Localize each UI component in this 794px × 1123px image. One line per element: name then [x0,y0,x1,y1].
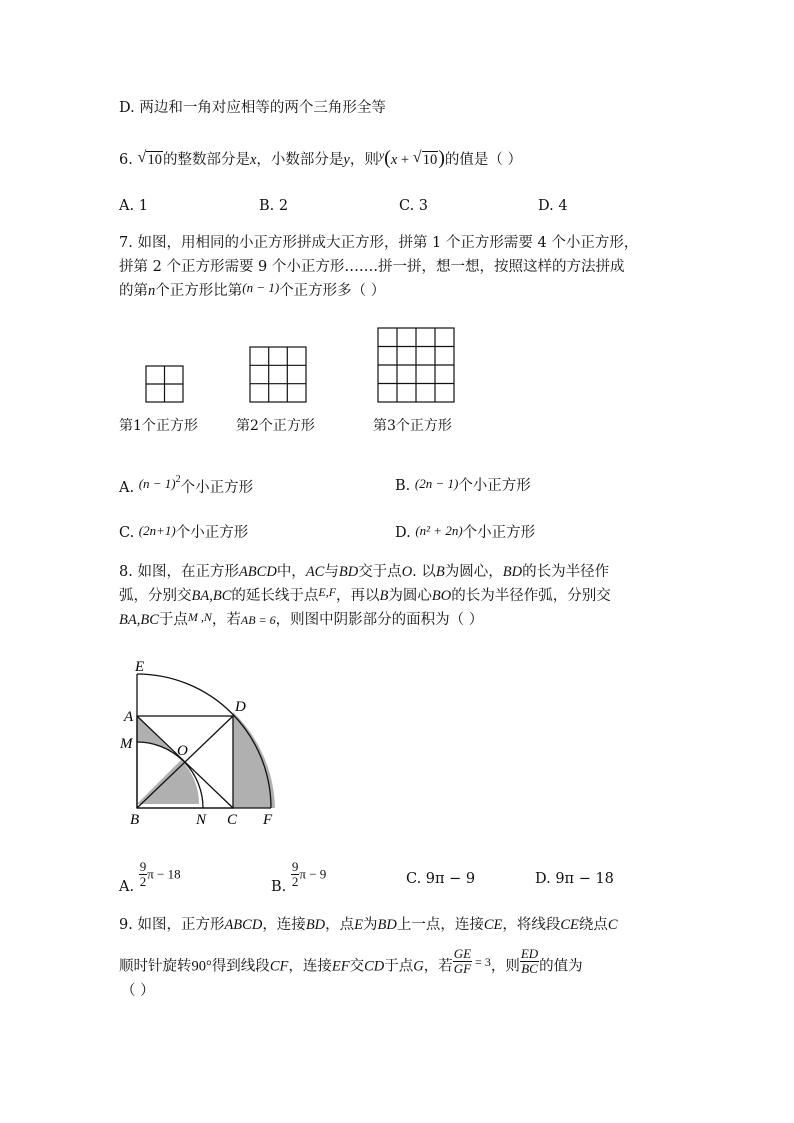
label-e: E [135,659,145,675]
q6-text4: 的值是（ ） [444,152,522,168]
q7-l3a: 的第 [119,283,148,299]
t: ，则 [490,958,520,975]
t: 交于点 [358,564,402,580]
q8-geometry-figure [110,650,310,835]
frac-9-2 [139,860,148,889]
q8-line1 [119,562,609,582]
den: 2 [291,874,299,889]
label: B. [271,878,287,895]
radicand-b: 10 [422,152,438,168]
q6-option-c[interactable]: C. 3 [399,198,429,214]
v: CE [560,917,579,933]
q8-line3 [119,610,483,630]
expr: (n − 1) [138,476,176,491]
caption-square-3: 第3个正方形 [373,418,452,434]
q8-option-a[interactable] [119,859,181,895]
v: BA,BC [119,612,159,628]
t: 为 [363,917,378,933]
v: ABCD [238,564,277,580]
t: 于点 [384,958,414,975]
expr: (n² + 2n) [415,523,463,538]
var-x: x [249,152,257,168]
t: 上一点，连接 [396,917,484,933]
v: BD [377,917,397,933]
v: 90° [191,958,212,975]
var-y: y [343,152,350,168]
label: A. [119,480,135,496]
num: 9 [139,859,147,874]
q8-option-b[interactable] [271,859,327,895]
v: ABCD [224,917,263,933]
v: = 3 [472,954,491,969]
q8-line2 [119,586,611,606]
label-b: B [130,812,140,828]
t: ，则图中阴影部分的面积为（ ） [275,612,484,628]
expr-x: x [390,152,398,168]
var-n: n [148,283,156,299]
v: BD [338,564,359,580]
grid-2x2 [146,366,183,402]
q6-text2: ，小数部分是 [256,152,344,168]
t: 的值为 [539,958,583,975]
v: E [354,917,364,933]
v: CF [269,958,289,975]
q7-option-c[interactable] [119,523,248,543]
t: 于点 [158,612,188,628]
q9-line1 [119,915,618,935]
label-o: O [177,743,188,759]
v: EF [331,958,350,975]
v: B [435,564,445,580]
v: CD [364,958,385,975]
text: 个小正方形 [175,525,249,541]
t: 弧，分别交 [119,588,192,604]
v: BD [305,917,326,933]
grid-4x4 [378,328,454,402]
t: ，再以 [336,588,380,604]
t: ，若 [211,612,241,628]
rest: π − 9 [299,866,327,882]
t: 为圆心， [444,564,503,580]
rest: π − 18 [147,866,181,882]
t: 的长为半径作 [522,564,610,580]
label-n: N [196,812,207,828]
label: D. [395,525,411,541]
v: M ,N [187,610,212,624]
label: A. [119,878,135,895]
label-f: F [263,812,273,828]
text: 个小正方形 [180,480,254,496]
q6-option-d[interactable]: D. 4 [538,198,568,214]
num: GE [453,946,472,961]
t: 交 [349,958,365,975]
t: ，连接 [262,917,306,933]
frac-ge-gf [453,947,472,976]
label-a: A [124,709,134,725]
expr-n-minus-1: (n − 1) [242,280,280,295]
expr: (2n+1) [138,523,176,538]
t: ，将线段 [502,917,561,933]
v: BA,BC [191,588,232,604]
q5-option-d[interactable]: D. 两边和一角对应相等的两个三角形全等 [119,100,386,116]
t: . 以 [412,564,436,580]
t: 绕点 [578,917,608,933]
exp-2: 2 [175,474,181,485]
label: C. [119,525,135,541]
num: ED [520,946,539,961]
num: 9 [291,859,299,874]
q7-line2: 拼第 2 个正方形需要 9 个小正方形…….拼一拼，想一想，按照这样的方法拼成 [119,259,625,275]
sqrt-10-b: √ 10 [412,149,438,168]
expr-y: y [378,148,385,162]
text: 个小正方形 [462,525,536,541]
v: C [607,917,618,933]
v: AC [305,564,325,580]
expr: (2n − 1) [414,476,459,491]
q9-line3: （ ） [121,983,155,999]
expr-open: ( [384,147,391,169]
t: ，点 [325,917,355,933]
q6-text1: 的整数部分是 [162,152,250,168]
t: 为圆心 [388,588,432,604]
v: CE [483,917,503,933]
q8-option-c[interactable]: C. 9π − 9 [406,871,476,887]
t: 的长为半径作弧，分别交 [451,588,611,604]
sqrt-10: √ 10 [137,149,162,168]
label-d: D [235,699,246,715]
v: G [413,958,424,975]
v: BO [431,588,452,604]
radicand: 10 [147,152,162,168]
q7-line1: 7. 如图，用相同的小正方形拼成大正方形，拼第 1 个正方形需要 4 个小正方形， [119,235,639,251]
label-c: C [227,812,238,828]
den: 2 [139,874,147,889]
caption-square-2: 第2个正方形 [236,418,315,434]
q6-option-b[interactable]: B. 2 [259,198,289,214]
shade-right [233,712,275,808]
t: 中， [276,564,306,580]
grid-3x3 [250,347,306,402]
caption-square-1: 第1个正方形 [119,418,198,434]
text: 个小正方形 [458,478,531,494]
t: 顺时针旋转 [119,958,192,975]
t: ，连接 [288,958,332,975]
den: GF [453,961,472,976]
v: AB = 6 [240,613,276,627]
q8-option-d[interactable]: D. 9π − 18 [535,871,614,887]
t: 得到线段 [211,958,270,975]
v: BD [502,564,523,580]
t: 8. 如图，在正方形 [119,564,239,580]
t: 9. 如图，正方形 [119,917,225,933]
expr-plus: + [397,152,413,168]
q7-option-d[interactable] [395,523,535,543]
v: O [401,564,413,580]
q7-option-a[interactable] [119,474,254,500]
t: ，若 [423,958,453,975]
v: B [379,588,389,604]
q7-l3b: 个正方形比第 [155,283,243,299]
frac-ed-bc [520,947,539,976]
t: 的延长线于点 [231,588,319,604]
q7-option-b[interactable] [395,476,531,496]
q7-l3c: 个正方形多（ ） [279,283,386,299]
den: BC [521,961,538,976]
label: B. [395,478,411,494]
label-m: M [120,736,133,752]
q6-text3: ，则 [349,152,379,168]
q6-number: 6. [119,152,133,168]
v: E,F [318,585,337,599]
q9-line2 [119,946,583,981]
q6-option-a[interactable]: A. 1 [119,198,148,214]
t: 与 [324,564,339,580]
expr-close: ) [438,147,445,169]
